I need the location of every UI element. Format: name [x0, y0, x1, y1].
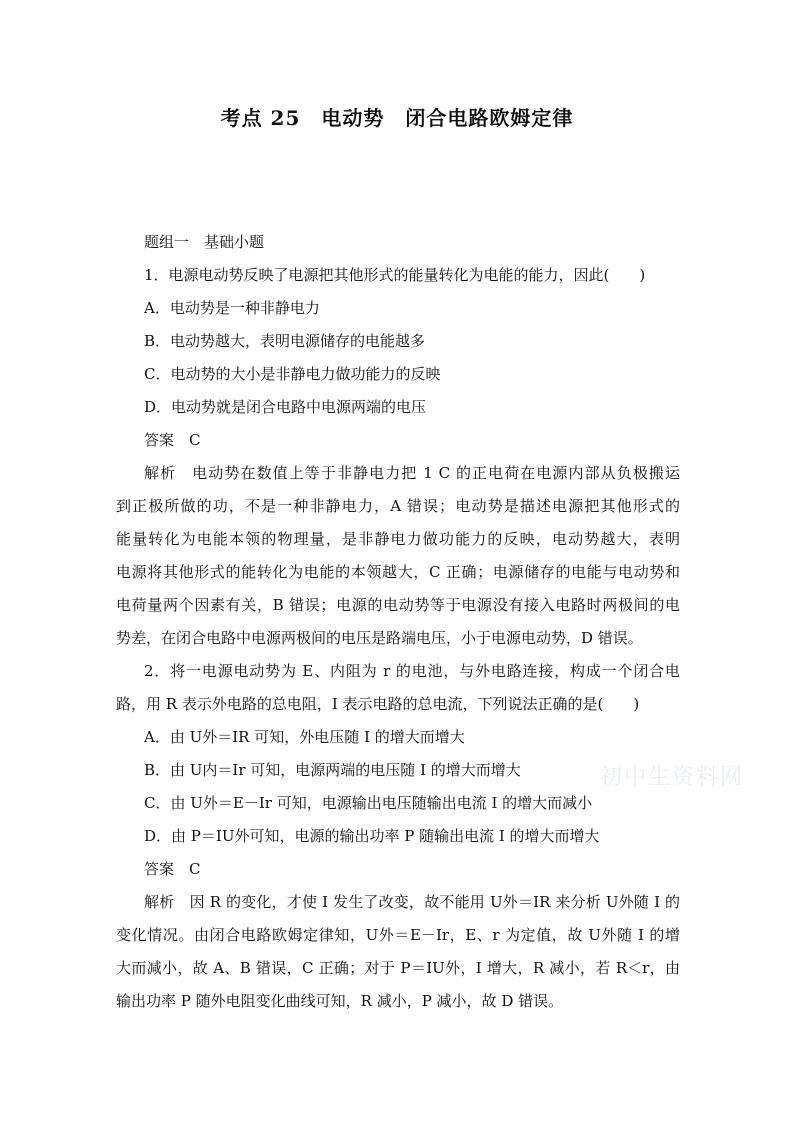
question-2-option-a: A．由 U外＝IR 可知，外电压随 I 的增大而增大	[144, 728, 465, 746]
question-1-option-c: C．电动势的大小是非静电力做功能力的反映	[144, 365, 441, 383]
question-1-option-d: D．电动势就是闭合电路中电源两端的电压	[144, 398, 427, 416]
question-2-analysis-line: 大而减小，故 A、B 错误，C 正确；对于 P＝IU外，I 增大，R 减小，若 R＜r，由	[116, 959, 680, 977]
question-1-option-b: B．电动势越大，表明电源储存的电能越多	[144, 332, 426, 350]
question-1-analysis-line: 电荷量两个因素有关，B 错误；电源的电动势等于电源没有接入电路时两极间的电	[116, 596, 680, 614]
question-1-answer: 答案 C	[144, 431, 201, 449]
question-2-stem: 2．将一电源电动势为 E、内阻为 r 的电池，与外电路连接，构成一个闭合电	[144, 662, 680, 680]
question-2-option-b: B．由 U内＝Ir 可知，电源两端的电压随 I 的增大而增大	[144, 761, 521, 779]
question-1-analysis-line: 能量转化为电能本领的物理量，是非静电力做功能力的反映，电动势越大，表明	[116, 530, 680, 548]
question-1-analysis-line: 解析 电动势在数值上等于非静电力把 1 C 的正电荷在电源内部从负极搬运	[144, 464, 680, 482]
question-1-analysis-line: 到正极所做的功，不是一种非静电力，A 错误；电动势是描述电源把其他形式的	[116, 497, 680, 515]
question-1-analysis-line: 势差，在闭合电路中电源两极间的电压是路端电压，小于电源电动势，D 错误。	[116, 629, 643, 647]
question-2-analysis-line: 解析 因 R 的变化，才使 I 发生了改变，故不能用 U外＝IR 来分析 U外随 I 的	[144, 893, 680, 911]
question-2-analysis-line: 输出功率 P 随外电阻变化曲线可知，R 减小，P 减小，故 D 错误。	[116, 992, 564, 1010]
question-1-option-a: A．电动势是一种非静电力	[144, 299, 320, 317]
section-heading: 题组一 基础小题	[144, 233, 265, 251]
question-2-option-d: D．由 P＝IU外可知，电源的输出功率 P 随输出电流 I 的增大而增大	[144, 827, 600, 845]
question-2-option-c: C．由 U外＝E－Ir 可知，电源输出电压随输出电流 I 的增大而减小	[144, 794, 593, 812]
question-2-stem: 路，用 R 表示外电路的总电阻，I 表示电路的总电流，下列说法正确的是( )	[116, 695, 640, 713]
watermark: 初中生资料网	[600, 765, 745, 790]
document-body	[116, 226, 680, 1018]
question-1-analysis-line: 电源将其他形式的能转化为电能的本领越大，C 正确；电源储存的电能与电动势和	[116, 563, 680, 581]
question-2-analysis-line: 变化情况。由闭合电路欧姆定律知，U外＝E－Ir，E、r 为定值，故 U外随 I 的增	[116, 926, 680, 944]
page-title: 考点 25 电动势 闭合电路欧姆定律	[220, 106, 574, 130]
question-1-stem: 1．电源电动势反映了电源把其他形式的能量转化为电能的能力，因此( )	[144, 266, 646, 284]
question-2-answer: 答案 C	[144, 860, 201, 878]
